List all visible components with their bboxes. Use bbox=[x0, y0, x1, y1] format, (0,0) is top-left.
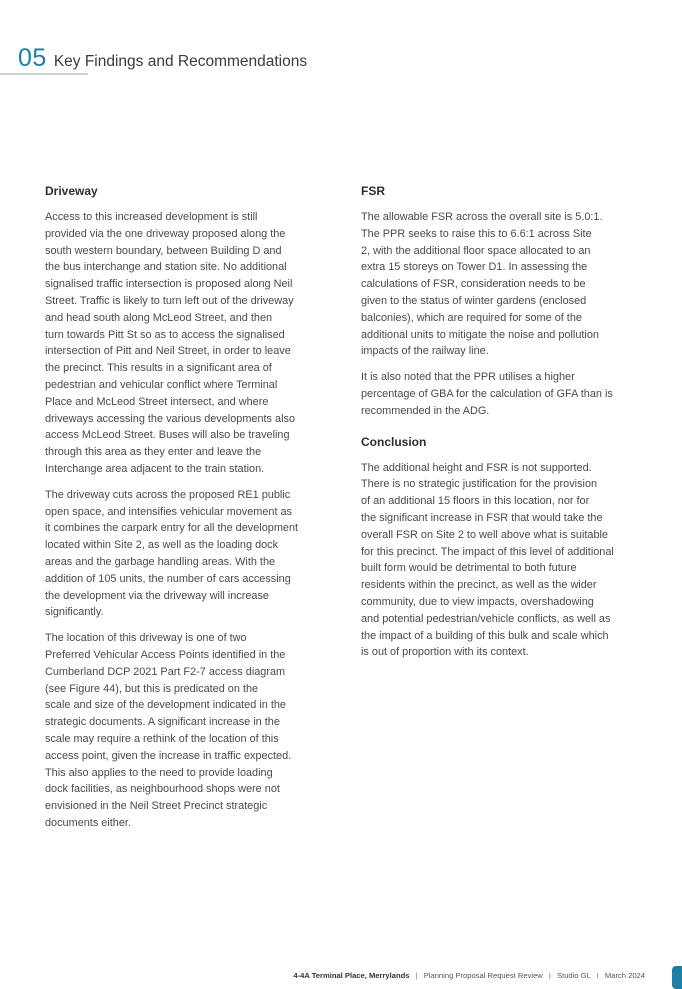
footer-document-title: Planning Proposal Request Review bbox=[423, 971, 543, 980]
fsr-paragraph: The allowable FSR across the overall site is 5.0:1. The PPR seeks to raise this to 6.6:1 across Site 2, with the additional floor space allocated to an extra 15 storeys on Tower D1. In assessing the calculations of FSR, consideration needs to be given to the status of winter gardens (enclosed balconies), which are required for some of the additional units to mitigate the noise and pollution impacts of the railway line. bbox=[361, 211, 603, 358]
conclusion-paragraph: The additional height and FSR is not supported. There is no strategic justification for the provision of an additional 15 floors in this location, nor for the significant increase in FSR that would take the overall FSR on Site 2 to well above what is suitable for this precinct. The impact of this level of additional built form would be detrimental to both future residents within the precinct, as well as the wider community, due to view impacts, overshadowing and potential pedestrian/vehicle conflicts, as well as the impact of a building of this bulk and scale which is out of proportion with its context. bbox=[361, 461, 614, 659]
right-column bbox=[361, 182, 639, 670]
footer-separator: I bbox=[596, 971, 599, 980]
page-header bbox=[18, 44, 307, 73]
driveway-paragraph: Access to this increased development is still provided via the one driveway proposed along the south western boundary, between Building D and the bus interchange and station site. No additional signalised traffic intersection is proposed along Neil Street. Traffic is likely to turn left out of the driveway and head south along McLeod Street, and then turn towards Pitt St so as to access the signalised intersection of Pitt and Neil Street, in order to leave the precinct. This results in a significant area of pedestrian and vehicular conflict where Terminal Place and McLeod Street intersect, and where driveways accessing the various developments also access McLeod Street. Buses will also be traveling through this area as they enter and leave the Interchange area adjacent to the train station. bbox=[45, 211, 296, 475]
header-divider bbox=[0, 73, 88, 75]
driveway-heading: Driveway bbox=[45, 184, 98, 198]
section-title: Key Findings and Recommendations bbox=[53, 53, 308, 70]
driveway-paragraph: The driveway cuts across the proposed RE1 public open space, and intensifies vehicular movement as it combines the carpark entry for all the development located within Site 2, as well as the loading dock areas and the garbage handling areas. With the addition of 105 units, the number of cars accessing the development via the driveway will increase significantly. bbox=[45, 488, 299, 619]
footer-address: 4-4A Terminal Place, Merrylands bbox=[293, 971, 410, 980]
page-edge-tab bbox=[672, 966, 682, 989]
conclusion-heading: Conclusion bbox=[361, 434, 427, 449]
footer-separator: | bbox=[548, 971, 551, 980]
footer-date: March 2024 bbox=[604, 971, 645, 980]
page-footer bbox=[293, 971, 645, 980]
footer-author: Studio GL bbox=[557, 971, 591, 980]
fsr-paragraph: It is also noted that the PPR utilises a higher percentage of GBA for the calculation of GFA than is recommended in the ADG. bbox=[361, 371, 613, 417]
section-number: 05 bbox=[18, 44, 47, 72]
left-column bbox=[45, 182, 323, 841]
fsr-heading: FSR bbox=[361, 184, 385, 198]
footer-separator: | bbox=[415, 971, 418, 980]
driveway-paragraph: The location of this driveway is one of two Preferred Vehicular Access Points identified in the Cumberland DCP 2021 Part F2-7 access diagram (see Figure 44), but this is predicated on the scale and size of the development indicated in the strategic documents. A significant increase in the scale may require a rethink of the location of this access point, given the increase in traffic expected. This also applies to the need to provide loading dock facilities, as neighbourhood shops were not envisioned in the Neil Street Precinct strategic documents either. bbox=[45, 632, 292, 829]
